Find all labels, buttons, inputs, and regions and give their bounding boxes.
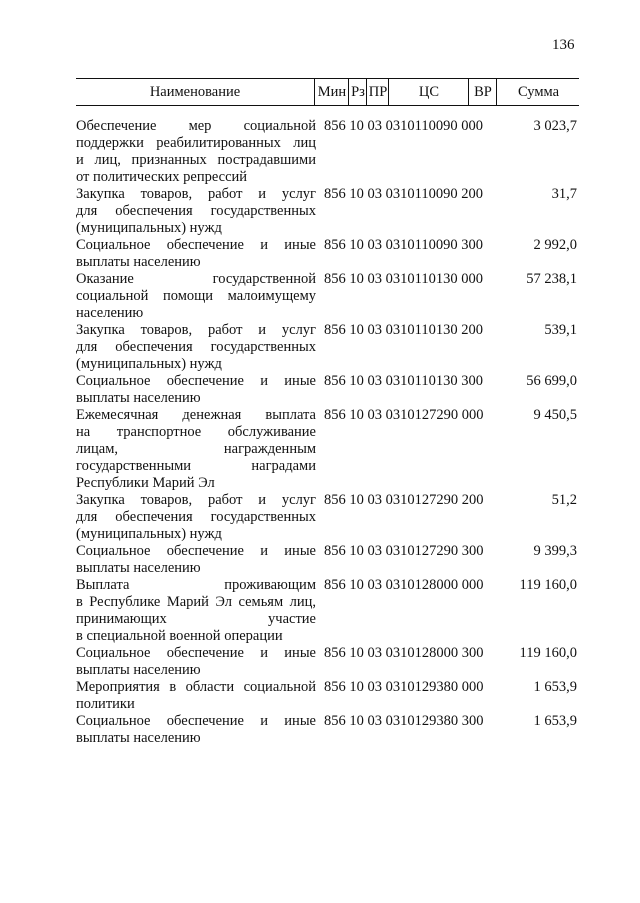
table-header <box>76 78 579 106</box>
table-row <box>76 679 588 713</box>
row-sum: 539,1 <box>544 322 577 338</box>
row-name-line: (муниципальных) нужд <box>76 526 222 542</box>
row-name <box>76 271 316 322</box>
row-sum: 119 160,0 <box>519 645 577 661</box>
table-body <box>76 118 588 747</box>
row-name-line: лицам, награжденным <box>76 441 316 457</box>
row-name <box>76 713 316 747</box>
header-pr: ПР <box>366 79 389 105</box>
row-name-line: Мероприятия в области социальной <box>76 679 316 695</box>
table-row <box>76 492 588 543</box>
row-codes: 856 10 03 0310110090 300 <box>324 237 483 253</box>
row-codes: 856 10 03 0310127290 300 <box>324 543 484 559</box>
row-sum: 3 023,7 <box>533 118 577 134</box>
row-name <box>76 492 316 543</box>
row-name-line: (муниципальных) нужд <box>76 356 222 372</box>
row-name <box>76 679 316 713</box>
row-name-line: выплаты населению <box>76 390 201 406</box>
row-name-line: Оказание государственной <box>76 271 316 287</box>
row-sum: 1 653,9 <box>533 713 577 729</box>
table-row <box>76 713 588 747</box>
row-sum: 2 992,0 <box>533 237 577 253</box>
table-row <box>76 373 588 407</box>
row-codes: 856 10 03 0310110090 000 <box>324 118 483 134</box>
row-name-line: выплаты населению <box>76 560 201 576</box>
row-name-line: для обеспечения государственных <box>76 509 316 525</box>
table-row <box>76 237 588 271</box>
row-name <box>76 543 316 577</box>
row-name-line: и лиц, признанных пострадавшими <box>76 152 316 168</box>
row-name-line: на транспортное обслуживание <box>76 424 316 440</box>
header-vr: ВР <box>468 79 497 105</box>
row-name-line: для обеспечения государственных <box>76 339 316 355</box>
row-sum: 9 399,3 <box>533 543 577 559</box>
row-name-line: для обеспечения государственных <box>76 203 316 219</box>
row-name-line: Социальное обеспечение и иные <box>76 543 316 559</box>
row-name <box>76 373 316 407</box>
row-name <box>76 407 316 492</box>
row-codes: 856 10 03 0310127290 200 <box>324 492 484 508</box>
row-name-line: Закупка товаров, работ и услуг <box>76 186 316 202</box>
header-cs: ЦС <box>388 79 469 105</box>
row-name-line: Республики Марий Эл <box>76 475 215 491</box>
row-codes: 856 10 03 0310110090 200 <box>324 186 483 202</box>
table-row <box>76 186 588 237</box>
row-name-line: выплаты населению <box>76 662 201 678</box>
row-name <box>76 322 316 373</box>
row-codes: 856 10 03 0310110130 000 <box>324 271 483 287</box>
row-name-line: Социальное обеспечение и иные <box>76 373 316 389</box>
row-name-line: Ежемесячная денежная выплата <box>76 407 316 423</box>
row-sum: 31,7 <box>551 186 577 202</box>
row-name-line: Закупка товаров, работ и услуг <box>76 492 316 508</box>
table-row <box>76 577 588 645</box>
row-name-line: принимающих участие <box>76 611 316 627</box>
row-codes: 856 10 03 0310129380 300 <box>324 713 484 729</box>
row-name-line: выплаты населению <box>76 730 201 746</box>
row-name <box>76 645 316 679</box>
table-row <box>76 322 588 373</box>
row-name-line: Социальное обеспечение и иные <box>76 237 316 253</box>
row-name <box>76 118 316 186</box>
row-codes: 856 10 03 0310110130 300 <box>324 373 483 389</box>
header-min: Мин <box>314 79 349 105</box>
row-sum: 1 653,9 <box>533 679 577 695</box>
row-name-line: в специальной военной операции <box>76 628 283 644</box>
table-row <box>76 118 588 186</box>
row-sum: 9 450,5 <box>533 407 577 423</box>
row-name-line: Обеспечение мер социальной <box>76 118 316 134</box>
row-sum: 56 699,0 <box>526 373 577 389</box>
row-name-line: (муниципальных) нужд <box>76 220 222 236</box>
table-row <box>76 543 588 577</box>
row-name-line: Социальное обеспечение и иные <box>76 645 316 661</box>
row-name-line: Закупка товаров, работ и услуг <box>76 322 316 338</box>
row-name-line: в Республике Марий Эл семьям лиц, <box>76 594 316 610</box>
row-sum: 57 238,1 <box>526 271 577 287</box>
row-name <box>76 237 316 271</box>
row-name <box>76 186 316 237</box>
header-rz: Рз <box>348 79 367 105</box>
row-name-line: Социальное обеспечение и иные <box>76 713 316 729</box>
row-name-line: политики <box>76 696 135 712</box>
page-number: 136 <box>552 37 575 53</box>
row-codes: 856 10 03 0310127290 000 <box>324 407 484 423</box>
row-codes: 856 10 03 0310110130 200 <box>324 322 483 338</box>
table-row <box>76 645 588 679</box>
row-name-line: Выплата проживающим <box>76 577 316 593</box>
table-row <box>76 407 588 492</box>
row-name-line: от политических репрессий <box>76 169 248 185</box>
header-name: Наименование <box>149 84 241 100</box>
row-name-line: государственными наградами <box>76 458 316 474</box>
row-name-line: социальной помощи малоимущему <box>76 288 316 304</box>
row-codes: 856 10 03 0310128000 000 <box>324 577 484 593</box>
row-name <box>76 577 316 645</box>
row-name-line: выплаты населению <box>76 254 201 270</box>
row-codes: 856 10 03 0310128000 300 <box>324 645 484 661</box>
row-sum: 119 160,0 <box>519 577 577 593</box>
header-sum: Сумма <box>496 79 580 105</box>
row-sum: 51,2 <box>551 492 577 508</box>
row-name-line: населению <box>76 305 144 321</box>
row-name-line: поддержки реабилитированных лиц <box>76 135 316 151</box>
table-row <box>76 271 588 322</box>
row-codes: 856 10 03 0310129380 000 <box>324 679 484 695</box>
